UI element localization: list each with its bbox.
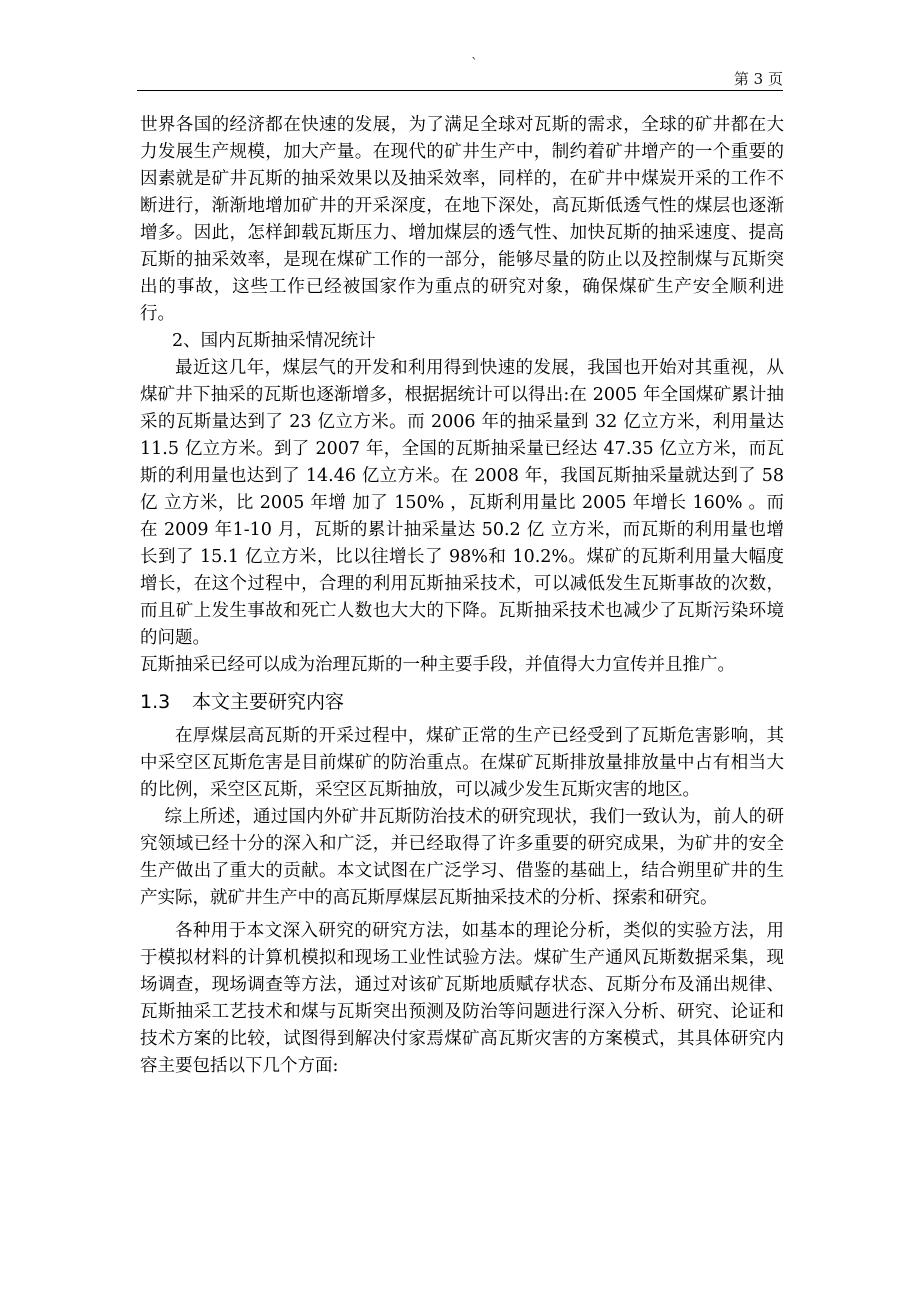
section-number: 1.3	[140, 691, 171, 713]
paragraph-6: 各种用于本文深入研究的研究方法，如基本的理论分析，类似的实验方法，用于模拟材料的计算机模拟和现场工业性试验方法。煤矿生产通风瓦斯数据采集，现场调查，现场调查等方法，通过对该矿瓦斯地质赋存状态、瓦斯分布及涌出规律、瓦斯抽采工艺技术和煤与瓦斯突出预测及防治等问题进行深入分析、研究、论证和技术方案的比较，试图得到解决付家焉煤矿高瓦斯灾害的方案模式，其具体研究内容主要包括以下几个方面:	[140, 921, 784, 1076]
paragraph-1: 世界各国的经济都在快速的发展，为了满足全球对瓦斯的需求，全球的矿井都在大力发展生产规模，加大产量。在现代的矿井生产中，制约着矿井增产的一个重要的因素就是矿井瓦斯的抽采效果以及抽采效率，同样的，在矿井中煤炭开采的工作不断进行，渐渐地增加矿井的开采深度，在地下深处，高瓦斯低透气性的煤层也逐渐增多。因此，怎样卸载瓦斯压力、增加煤层的透气性、加快瓦斯的抽采速度、提高瓦斯的抽采效率，是现在煤矿工作的一部分，能够尽量的防止以及控制煤与瓦斯突出的事故，这些工作已经被国家作为重点的研究对象，确保煤矿生产安全顺利进行。	[140, 115, 784, 324]
paragraph-3: 瓦斯抽采已经可以成为治理瓦斯的一种主要手段，并值得大力宣传并且推广。	[140, 655, 735, 675]
page-number: 第 3 页	[733, 70, 783, 88]
section-title: 本文主要研究内容	[192, 691, 345, 713]
subheading-2: 2、国内瓦斯抽采情况统计	[172, 331, 376, 351]
header-mark: `	[471, 56, 478, 72]
body-text	[140, 112, 784, 1080]
paragraph-4: 在厚煤层高瓦斯的开采过程中，煤矿正常的生产已经受到了瓦斯危害影响，其中采空区瓦斯危害是目前煤矿的防治重点。在煤矿瓦斯排放量排放量中占有相当大的比例，采空区瓦斯，采空区瓦斯抽放，可以减少发生瓦斯灾害的地区。	[140, 726, 784, 800]
section-heading	[140, 687, 784, 717]
paragraph-2: 最近这几年，煤层气的开发和利用得到快速的发展，我国也开始对其重视，从煤矿井下抽采的瓦斯也逐渐增多，根据据统计可以得出:在 2005 年全国煤矿累计抽采的瓦斯量达到了 23 亿立方米。而 2006 年的抽采量到 32 亿立方米，利用量达 11.5 亿立方米。到了 2007 年，全国的瓦斯抽采量已经达 47.35 亿立方米，而瓦斯的利用量也达到了 14.46 亿立方米。在 2008 年，我国瓦斯抽采量就达到了 58 亿 立方米，比 2005 年增 加了 150% ，瓦斯利用量比 2005 年增长 160% 。而在 2009 年1-10 月，瓦斯的累计抽采量达 50.2 亿 立方米，而瓦斯的利用量也增长到了 15.1 亿立方米，比以往增长了 98%和 10.2%。煤矿的瓦斯利用量大幅度增长，在这个过程中，合理的利用瓦斯抽采技术，可以减低发生瓦斯事故的次数，而且矿上发生事故和死亡人数也大大的下降。瓦斯抽采技术也减少了瓦斯污染环境的问题。	[140, 358, 784, 648]
header-divider	[137, 90, 783, 91]
paragraph-5: 综上所述，通过国内外矿井瓦斯防治技术的研究现状，我们一致认为，前人的研究领域已经十分的深入和广泛，并已经取得了许多重要的研究成果，为矿井的安全生产做出了重大的贡献。本文试图在广泛学习、借鉴的基础上，结合朔里矿井的生产实际，就矿井生产中的高瓦斯厚煤层瓦斯抽采技术的分析、探索和研究。	[140, 807, 784, 908]
